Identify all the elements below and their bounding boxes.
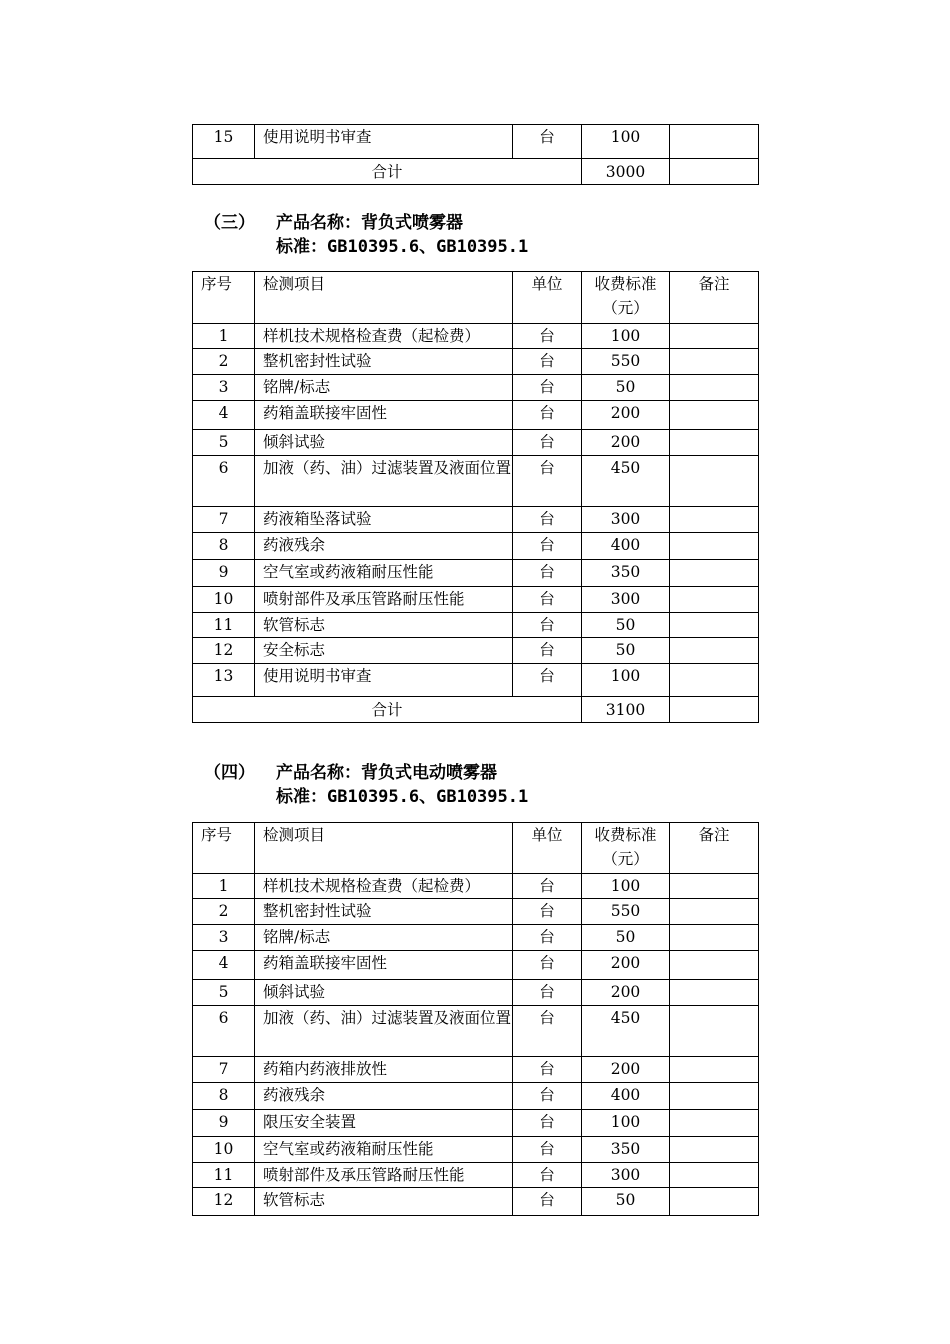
total-note bbox=[670, 159, 759, 185]
fee: 100 bbox=[582, 125, 670, 159]
header-note: 备注 bbox=[670, 823, 759, 874]
unit: 台 bbox=[513, 613, 582, 638]
product-name: 产品名称：背负式电动喷雾器 bbox=[276, 763, 497, 783]
table-row bbox=[193, 613, 759, 638]
total-label: 合计 bbox=[193, 159, 582, 185]
unit: 台 bbox=[513, 951, 582, 980]
note bbox=[670, 925, 759, 951]
fee: 200 bbox=[582, 1057, 670, 1083]
note bbox=[670, 1188, 759, 1216]
row-number: 4 bbox=[193, 951, 255, 980]
fee: 400 bbox=[582, 1083, 670, 1110]
table-row bbox=[193, 349, 759, 375]
row-number: 3 bbox=[193, 925, 255, 951]
unit: 台 bbox=[513, 587, 582, 613]
row-number: 5 bbox=[193, 980, 255, 1006]
fee: 200 bbox=[582, 980, 670, 1006]
table-row bbox=[193, 664, 759, 697]
standard-line bbox=[204, 785, 528, 809]
header-item: 检测项目 bbox=[255, 823, 513, 874]
test-item: 药箱内药液排放性 bbox=[255, 1057, 513, 1083]
test-item: 药液箱坠落试验 bbox=[255, 507, 513, 533]
test-item: 使用说明书审查 bbox=[255, 664, 513, 697]
row-number: 8 bbox=[193, 533, 255, 560]
product-name: 产品名称：背负式喷雾器 bbox=[276, 213, 463, 233]
header-row bbox=[193, 823, 759, 874]
unit: 台 bbox=[513, 533, 582, 560]
row-number: 12 bbox=[193, 1188, 255, 1216]
table-row bbox=[193, 507, 759, 533]
fee: 300 bbox=[582, 507, 670, 533]
fee: 100 bbox=[582, 1110, 670, 1137]
test-item: 样机技术规格检查费（起检费） bbox=[255, 874, 513, 899]
table-row bbox=[193, 1188, 759, 1216]
section-3-heading bbox=[204, 211, 528, 259]
fee: 100 bbox=[582, 874, 670, 899]
note bbox=[670, 874, 759, 899]
unit: 台 bbox=[513, 980, 582, 1006]
row-number: 11 bbox=[193, 613, 255, 638]
fee: 200 bbox=[582, 401, 670, 430]
total-label: 合计 bbox=[193, 697, 582, 723]
fee-table-continued bbox=[192, 124, 759, 185]
standard-label: 标准： bbox=[276, 787, 327, 807]
note bbox=[670, 1163, 759, 1188]
standard-label: 标准： bbox=[276, 237, 327, 257]
table-row bbox=[193, 125, 759, 159]
unit: 台 bbox=[513, 125, 582, 159]
header-no: 序号 bbox=[193, 272, 255, 324]
fee: 50 bbox=[582, 613, 670, 638]
note bbox=[670, 456, 759, 507]
row-number: 7 bbox=[193, 1057, 255, 1083]
table-row bbox=[193, 456, 759, 507]
test-item: 加液（药、油）过滤装置及液面位置 bbox=[255, 456, 513, 507]
unit: 台 bbox=[513, 874, 582, 899]
table-row bbox=[193, 1006, 759, 1057]
test-item: 喷射部件及承压管路耐压性能 bbox=[255, 1163, 513, 1188]
header-item: 检测项目 bbox=[255, 272, 513, 324]
unit: 台 bbox=[513, 925, 582, 951]
fee: 50 bbox=[582, 638, 670, 664]
note bbox=[670, 638, 759, 664]
fee: 50 bbox=[582, 375, 670, 401]
row-number: 6 bbox=[193, 1006, 255, 1057]
test-item: 软管标志 bbox=[255, 1188, 513, 1216]
table-row bbox=[193, 1110, 759, 1137]
note bbox=[670, 587, 759, 613]
test-item: 药箱盖联接牢固性 bbox=[255, 401, 513, 430]
header-no: 序号 bbox=[193, 823, 255, 874]
table-row bbox=[193, 1057, 759, 1083]
row-number: 1 bbox=[193, 324, 255, 349]
table-row bbox=[193, 951, 759, 980]
total-row bbox=[193, 159, 759, 185]
unit: 台 bbox=[513, 430, 582, 456]
unit: 台 bbox=[513, 456, 582, 507]
test-item: 倾斜试验 bbox=[255, 430, 513, 456]
table-row bbox=[193, 1163, 759, 1188]
table-row bbox=[193, 401, 759, 430]
note bbox=[670, 375, 759, 401]
note bbox=[670, 533, 759, 560]
table-row bbox=[193, 587, 759, 613]
note bbox=[670, 1083, 759, 1110]
unit: 台 bbox=[513, 1188, 582, 1216]
test-item: 倾斜试验 bbox=[255, 980, 513, 1006]
unit: 台 bbox=[513, 349, 582, 375]
standard-value: GB10395.6、GB10395.1 bbox=[327, 237, 529, 257]
note bbox=[670, 560, 759, 587]
row-number: 4 bbox=[193, 401, 255, 430]
fee: 550 bbox=[582, 899, 670, 925]
total-row bbox=[193, 697, 759, 723]
table-row bbox=[193, 375, 759, 401]
note bbox=[670, 1110, 759, 1137]
note bbox=[670, 1057, 759, 1083]
table-row bbox=[193, 430, 759, 456]
unit: 台 bbox=[513, 664, 582, 697]
note bbox=[670, 349, 759, 375]
standard-line bbox=[204, 235, 528, 259]
unit: 台 bbox=[513, 899, 582, 925]
note bbox=[670, 980, 759, 1006]
header-unit: 单位 bbox=[513, 823, 582, 874]
note bbox=[670, 951, 759, 980]
test-item: 铭牌/标志 bbox=[255, 925, 513, 951]
unit: 台 bbox=[513, 1137, 582, 1163]
note bbox=[670, 1137, 759, 1163]
fee: 350 bbox=[582, 560, 670, 587]
test-item: 铭牌/标志 bbox=[255, 375, 513, 401]
note bbox=[670, 1006, 759, 1057]
table-row bbox=[193, 324, 759, 349]
table-row bbox=[193, 1083, 759, 1110]
fee: 300 bbox=[582, 1163, 670, 1188]
table-row bbox=[193, 980, 759, 1006]
fee: 200 bbox=[582, 951, 670, 980]
unit: 台 bbox=[513, 375, 582, 401]
unit: 台 bbox=[513, 507, 582, 533]
unit: 台 bbox=[513, 324, 582, 349]
table-row bbox=[193, 899, 759, 925]
total-value: 3100 bbox=[582, 697, 670, 723]
note bbox=[670, 613, 759, 638]
standard-value: GB10395.6、GB10395.1 bbox=[327, 787, 529, 807]
header-fee: 收费标准 （元） bbox=[582, 272, 670, 324]
row-number: 8 bbox=[193, 1083, 255, 1110]
unit: 台 bbox=[513, 560, 582, 587]
row-number: 9 bbox=[193, 560, 255, 587]
header-fee: 收费标准 （元） bbox=[582, 823, 670, 874]
table-row bbox=[193, 1137, 759, 1163]
unit: 台 bbox=[513, 1110, 582, 1137]
unit: 台 bbox=[513, 1163, 582, 1188]
table-row bbox=[193, 925, 759, 951]
note bbox=[670, 324, 759, 349]
unit: 台 bbox=[513, 401, 582, 430]
fee: 50 bbox=[582, 1188, 670, 1216]
fee: 100 bbox=[582, 324, 670, 349]
fee: 50 bbox=[582, 925, 670, 951]
test-item: 安全标志 bbox=[255, 638, 513, 664]
unit: 台 bbox=[513, 1057, 582, 1083]
fee: 400 bbox=[582, 533, 670, 560]
row-number: 12 bbox=[193, 638, 255, 664]
table-row bbox=[193, 533, 759, 560]
fee-table-section-4 bbox=[192, 822, 759, 1216]
fee: 450 bbox=[582, 1006, 670, 1057]
unit: 台 bbox=[513, 1006, 582, 1057]
test-item: 药液残余 bbox=[255, 533, 513, 560]
note bbox=[670, 125, 759, 159]
section-4-heading bbox=[204, 761, 528, 809]
total-note bbox=[670, 697, 759, 723]
row-number: 1 bbox=[193, 874, 255, 899]
fee: 550 bbox=[582, 349, 670, 375]
row-number: 10 bbox=[193, 587, 255, 613]
table-row bbox=[193, 560, 759, 587]
note bbox=[670, 401, 759, 430]
row-number: 13 bbox=[193, 664, 255, 697]
note bbox=[670, 664, 759, 697]
row-number: 11 bbox=[193, 1163, 255, 1188]
row-number: 2 bbox=[193, 899, 255, 925]
note bbox=[670, 507, 759, 533]
header-unit: 单位 bbox=[513, 272, 582, 324]
test-item: 样机技术规格检查费（起检费） bbox=[255, 324, 513, 349]
section-number: （四） bbox=[204, 763, 255, 783]
row-number: 7 bbox=[193, 507, 255, 533]
fee-table-section-3 bbox=[192, 271, 759, 723]
row-number: 3 bbox=[193, 375, 255, 401]
fee: 100 bbox=[582, 664, 670, 697]
fee: 300 bbox=[582, 587, 670, 613]
fee: 450 bbox=[582, 456, 670, 507]
test-item: 药箱盖联接牢固性 bbox=[255, 951, 513, 980]
header-note: 备注 bbox=[670, 272, 759, 324]
test-item: 整机密封性试验 bbox=[255, 899, 513, 925]
test-item: 药液残余 bbox=[255, 1083, 513, 1110]
test-item: 软管标志 bbox=[255, 613, 513, 638]
row-number: 5 bbox=[193, 430, 255, 456]
row-number: 15 bbox=[193, 125, 255, 159]
row-number: 10 bbox=[193, 1137, 255, 1163]
test-item: 喷射部件及承压管路耐压性能 bbox=[255, 587, 513, 613]
test-item: 使用说明书审查 bbox=[255, 125, 513, 159]
total-value: 3000 bbox=[582, 159, 670, 185]
row-number: 2 bbox=[193, 349, 255, 375]
row-number: 6 bbox=[193, 456, 255, 507]
test-item: 空气室或药液箱耐压性能 bbox=[255, 560, 513, 587]
fee: 350 bbox=[582, 1137, 670, 1163]
unit: 台 bbox=[513, 638, 582, 664]
table-row bbox=[193, 638, 759, 664]
test-item: 加液（药、油）过滤装置及液面位置 bbox=[255, 1006, 513, 1057]
table-row bbox=[193, 874, 759, 899]
unit: 台 bbox=[513, 1083, 582, 1110]
row-number: 9 bbox=[193, 1110, 255, 1137]
fee: 200 bbox=[582, 430, 670, 456]
test-item: 整机密封性试验 bbox=[255, 349, 513, 375]
test-item: 限压安全装置 bbox=[255, 1110, 513, 1137]
note bbox=[670, 430, 759, 456]
note bbox=[670, 899, 759, 925]
test-item: 空气室或药液箱耐压性能 bbox=[255, 1137, 513, 1163]
section-number: （三） bbox=[204, 213, 255, 233]
header-row bbox=[193, 272, 759, 324]
